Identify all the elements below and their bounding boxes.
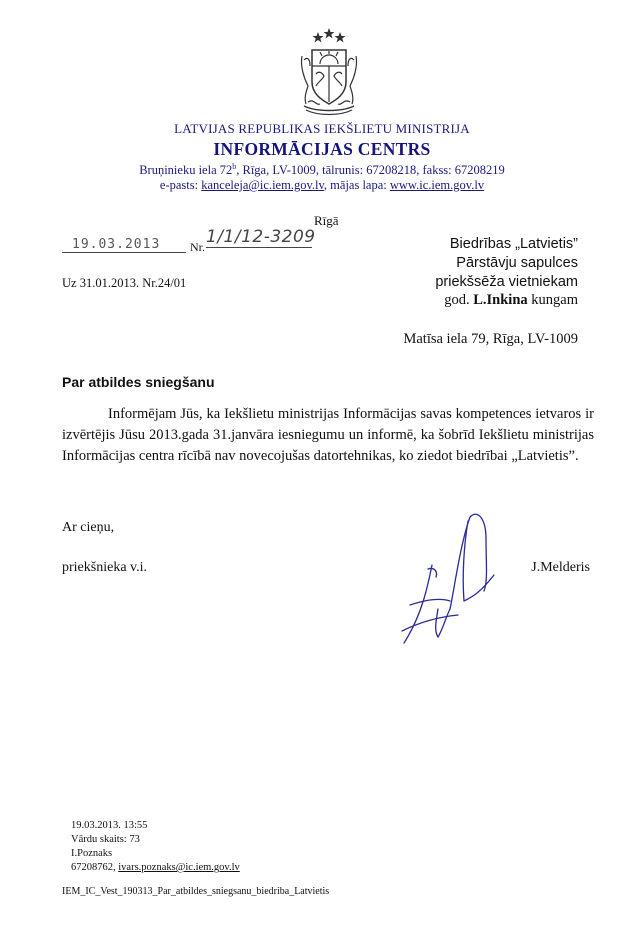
address-superscript: b <box>232 162 237 171</box>
letter-closing: Ar cieņu, <box>62 520 115 535</box>
coat-of-arms-emblem <box>298 26 360 118</box>
web-label: , mājas lapa: <box>323 178 390 192</box>
recipient-line-2: Pārstāvju sapulces <box>456 255 578 271</box>
footer-word-count: Vārdu skaits: 73 <box>71 834 140 845</box>
footer-timestamp: 19.03.2013. 13:55 <box>71 820 148 831</box>
number-label: Nr. <box>190 240 205 254</box>
recipient-honorific: god. <box>444 292 474 308</box>
recipient-name: L.Inkina <box>473 292 528 308</box>
address-line <box>0 162 644 178</box>
signer-role: priekšnieka v.i. <box>62 560 148 575</box>
letter-subject: Par atbildes sniegšanu <box>62 374 215 390</box>
reference-line: Uz 31.01.2013. Nr.24/01 <box>62 276 187 290</box>
footer-email-link[interactable]: ivars.poznaks@ic.iem.gov.lv <box>118 862 240 873</box>
email-link[interactable]: kanceleja@ic.iem.gov.lv <box>201 178 324 192</box>
recipient-line-3: priekšsēža vietniekam <box>435 274 578 290</box>
recipient-address: Matīsa iela 79, Rīga, LV-1009 <box>403 331 578 347</box>
footer-author: I.Poznaks <box>71 848 113 859</box>
email-label: e-pasts: <box>159 178 202 192</box>
contact-line <box>0 178 644 193</box>
recipient-line-4 <box>444 292 578 309</box>
letter-number-handwritten: 1/1/12-3209 <box>206 227 316 247</box>
signer-name: J.Melderis <box>531 560 590 575</box>
ministry-name: LATVIJAS REPUBLIKAS IEKŠLIETU MINISTRIJA <box>174 121 470 136</box>
handwritten-signature <box>398 505 508 655</box>
recipient-line-1: Biedrības „Latvietis” <box>449 236 578 252</box>
letter-date-stamp: 19.03.2013 <box>62 237 186 253</box>
website-link[interactable]: www.ic.iem.gov.lv <box>389 178 485 192</box>
footer-filename: IEM_IC_Vest_190313_Par_atbildes_sniegsanu_biedriba_Latvietis <box>62 886 330 897</box>
address-street: Bruņinieku iela 72 <box>139 163 233 178</box>
footer-phone: 67208762, <box>71 862 119 873</box>
letter-body: Informējam Jūs, ka Iekšlietu ministrijas Informācijas savas kompetences ietvaros ir izvērtējis Jūsu 2013.gada 31.janvāra iesniegumu un informē, ka šobrīd Iekšlietu ministrijas Informācijas centra rīcībā nav novecojušas datortehnikas, ko ziedot biedrībai „Latvietis”. <box>62 406 594 464</box>
recipient-title: kungam <box>527 292 578 308</box>
city-label: Rīgā <box>314 213 339 228</box>
footer-contact <box>71 862 240 873</box>
organization-title: INFORMĀCIJAS CENTRS <box>213 139 431 159</box>
address-contacts: , Rīga, LV-1009, tālrunis: 67208218, fakss: 67208219 <box>236 163 505 178</box>
